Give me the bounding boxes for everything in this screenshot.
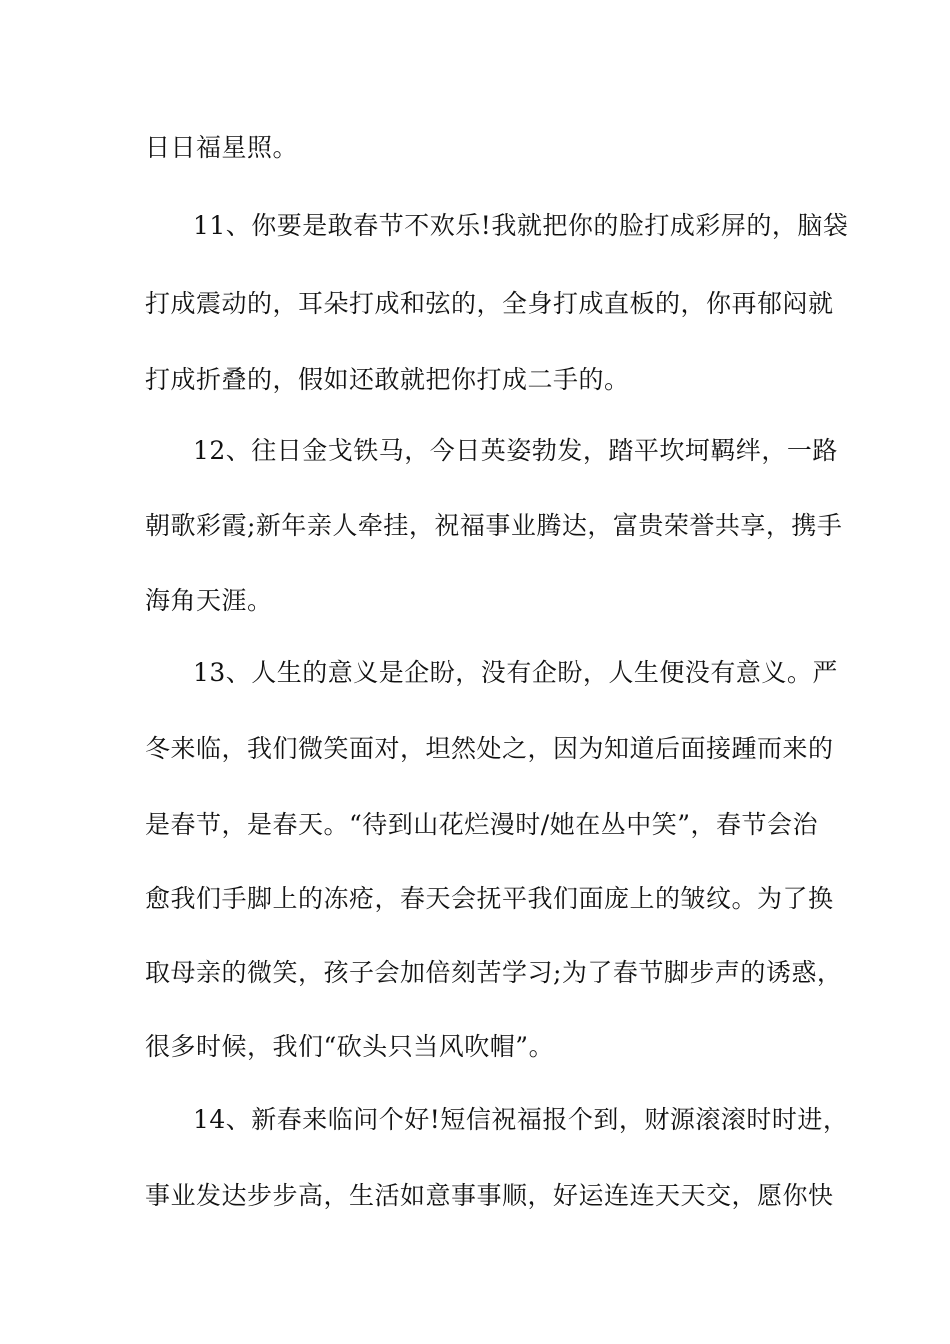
paragraph-line: 是春节，是春天。“待到山花烂漫时/她在丛中笑”，春节会治: [145, 810, 818, 839]
paragraph-line: 日日福星照。: [145, 133, 299, 162]
paragraph-line: 事业发达步步高，生活如意事事顺，好运连连天天交，愿你快: [145, 1181, 834, 1210]
paragraph-line: 愈我们手脚上的冻疮，春天会抚平我们面庞上的皱纹。为了换: [145, 884, 834, 913]
paragraph-line: 取母亲的微笑，孩子会加倍刻苦学习;为了春节脚步声的诱惑，: [145, 958, 843, 987]
paragraph-12-start: 12、往日金戈铁马，今日英姿勃发，踏平坎坷羁绊，一路: [193, 436, 838, 465]
paragraph-13-start: 13、人生的意义是企盼，没有企盼，人生便没有意义。严: [193, 658, 838, 687]
paragraph-line: 打成震动的，耳朵打成和弦的，全身打成直板的，你再郁闷就: [145, 289, 834, 318]
paragraph-14-start: 14、新春来临问个好!短信祝福报个到，财源滚滚时时进，: [193, 1105, 849, 1134]
paragraph-11-start: 11、你要是敢春节不欢乐!我就把你的脸打成彩屏的，脑袋: [193, 211, 849, 240]
paragraph-line: 打成折叠的，假如还敢就把你打成二手的。: [145, 365, 630, 394]
paragraph-line: 冬来临，我们微笑面对，坦然处之，因为知道后面接踵而来的: [145, 734, 834, 763]
paragraph-line: 很多时候，我们“砍头只当风吹帽”。: [145, 1032, 555, 1061]
paragraph-line: 朝歌彩霞;新年亲人牵挂，祝福事业腾达，富贵荣誉共享，携手: [145, 511, 843, 540]
paragraph-line: 海角天涯。: [145, 586, 273, 615]
